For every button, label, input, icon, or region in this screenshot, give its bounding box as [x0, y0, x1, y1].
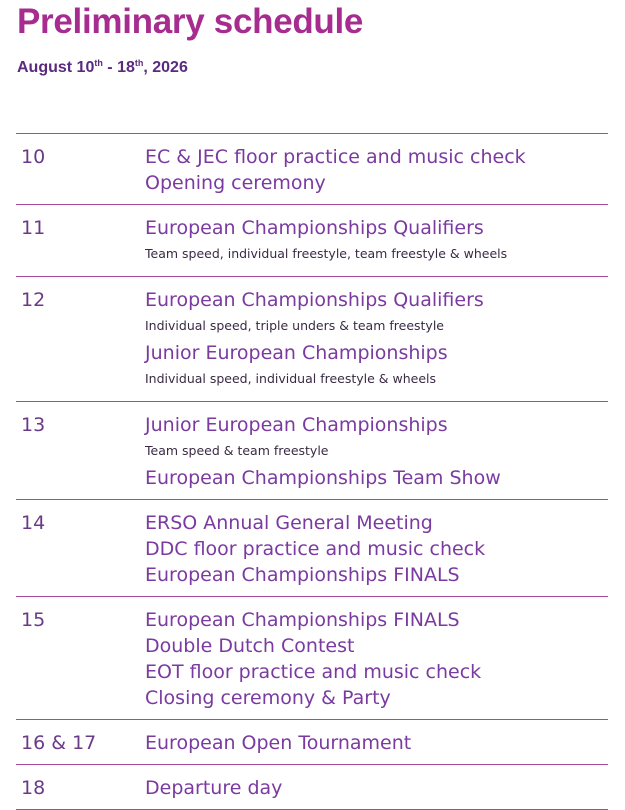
schedule-row [16, 204, 608, 276]
date-year: , 2026 [143, 59, 188, 76]
schedule-day: 11 [21, 217, 46, 239]
schedule-day: 12 [21, 289, 46, 311]
event-name: Closing ceremony & Party [145, 687, 391, 709]
event-name: Junior European Championships [145, 414, 448, 436]
schedule-events [145, 402, 608, 499]
event-details: Individual speed, individual freestyle & wheels [145, 371, 437, 386]
schedule-row [16, 596, 608, 719]
event-name: European Championships Team Show [145, 467, 501, 489]
event-name: European Open Tournament [145, 732, 412, 754]
date-end: - 18 [102, 59, 135, 76]
event-name: ERSO Annual General Meeting [145, 512, 433, 534]
schedule-day: 13 [21, 414, 46, 436]
event-name: European Championships Qualifiers [145, 217, 484, 239]
schedule-events [145, 597, 608, 719]
date-end-ordinal: th [134, 58, 144, 68]
event-name: European Championships FINALS [145, 564, 460, 586]
schedule-day: 15 [21, 609, 46, 631]
schedule-events [145, 720, 608, 764]
event-name: Double Dutch Contest [145, 635, 355, 657]
schedule-day: 14 [21, 512, 46, 534]
event-name: EOT floor practice and music check [145, 661, 482, 683]
schedule-events [145, 277, 608, 401]
event-name: European Championships Qualifiers [145, 289, 484, 311]
schedule-row [16, 499, 608, 596]
date-start-ordinal: th [94, 58, 103, 68]
event-name: EC & JEC floor practice and music check [145, 146, 526, 168]
schedule-events [145, 500, 608, 596]
schedule-day: 18 [21, 777, 46, 799]
schedule-events [145, 134, 608, 204]
event-name: Departure day [145, 777, 283, 799]
schedule-events [145, 765, 608, 809]
schedule-row [16, 401, 608, 499]
schedule-day: 10 [21, 146, 46, 168]
schedule-row [16, 276, 608, 401]
event-details: Team speed & team freestyle [145, 443, 329, 458]
event-name: European Championships FINALS [145, 609, 460, 631]
event-name: DDC floor practice and music check [145, 538, 486, 560]
schedule-day: 16 & 17 [21, 732, 97, 754]
event-name: Opening ceremony [145, 172, 326, 194]
page-title: Preliminary schedule [17, 2, 364, 41]
event-details: Individual speed, triple unders & team freestyle [145, 318, 444, 333]
schedule-row [16, 764, 608, 810]
event-details: Team speed, individual freestyle, team freestyle & wheels [145, 246, 508, 261]
date-range [17, 57, 188, 79]
schedule-events [145, 205, 608, 276]
date-start: August 10 [17, 59, 95, 76]
schedule-table [16, 133, 608, 810]
schedule-row [16, 719, 608, 764]
schedule-row [16, 133, 608, 204]
event-name: Junior European Championships [145, 342, 448, 364]
